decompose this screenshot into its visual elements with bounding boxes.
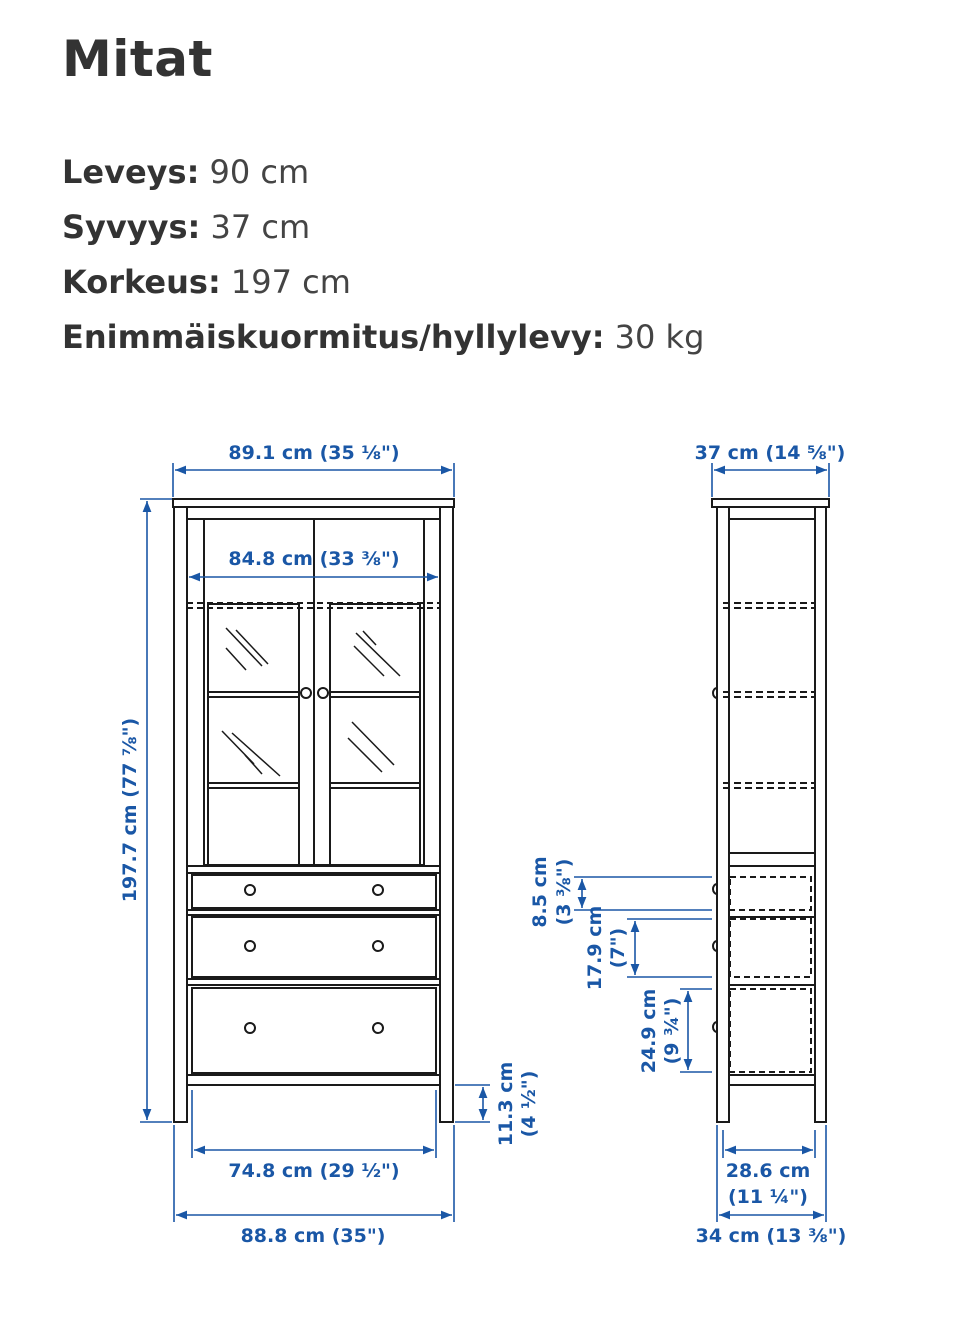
door-knob-icon bbox=[301, 688, 311, 698]
dim-plinth-height: 11.3 cm bbox=[495, 1061, 517, 1147]
front-view bbox=[173, 499, 454, 1122]
dim-base-depth: 34 cm (13 ⅜") bbox=[695, 1225, 847, 1247]
dim-base-width: 88.8 cm (35") bbox=[240, 1225, 386, 1247]
side-dimensions bbox=[574, 463, 829, 1222]
dim-plinth-height-in: (4 ½") bbox=[518, 1070, 540, 1138]
spec-value: 90 cm bbox=[209, 153, 310, 191]
spec-value: 37 cm bbox=[210, 208, 311, 246]
dim-drawer2-height: 17.9 cm bbox=[584, 905, 606, 991]
dim-top-width: 89.1 cm (35 ⅛") bbox=[228, 442, 400, 464]
dim-drawer-width: 74.8 cm (29 ½") bbox=[228, 1160, 400, 1182]
dim-drawer1-height: 8.5 cm bbox=[529, 856, 551, 928]
dim-drawer3-height-in: (9 ¾") bbox=[661, 997, 683, 1065]
dim-inner-depth: 28.6 cm bbox=[725, 1160, 811, 1182]
page-title: Mitat bbox=[62, 30, 213, 88]
drawer-top bbox=[187, 875, 440, 915]
dim-top-depth: 37 cm (14 ⅝") bbox=[694, 442, 846, 464]
dim-inner-depth-in: (11 ¼") bbox=[728, 1186, 808, 1208]
spec-label: Enimmäiskuormitus/hyllylevy: bbox=[62, 318, 605, 356]
spec-value: 197 cm bbox=[230, 263, 351, 301]
side-view bbox=[712, 499, 829, 1122]
drawer-middle bbox=[187, 917, 440, 985]
spec-value: 30 kg bbox=[614, 318, 705, 356]
side-dimension-labels bbox=[529, 442, 846, 1247]
spec-label: Leveys: bbox=[62, 153, 200, 191]
dim-height: 197.7 cm (77 ⅞") bbox=[119, 717, 141, 903]
dim-drawer2-height-in: (7") bbox=[607, 927, 629, 969]
dim-drawer1-height-in: (3 ⅜") bbox=[553, 858, 575, 926]
spec-label: Syvyys: bbox=[62, 208, 201, 246]
drawer-bottom bbox=[192, 988, 436, 1073]
door-knob-icon bbox=[318, 688, 328, 698]
dim-inner-width: 84.8 cm (33 ⅜") bbox=[228, 548, 400, 570]
dim-drawer3-height: 24.9 cm bbox=[638, 988, 660, 1074]
spec-label: Korkeus: bbox=[62, 263, 221, 301]
glass-reflection bbox=[222, 628, 400, 776]
